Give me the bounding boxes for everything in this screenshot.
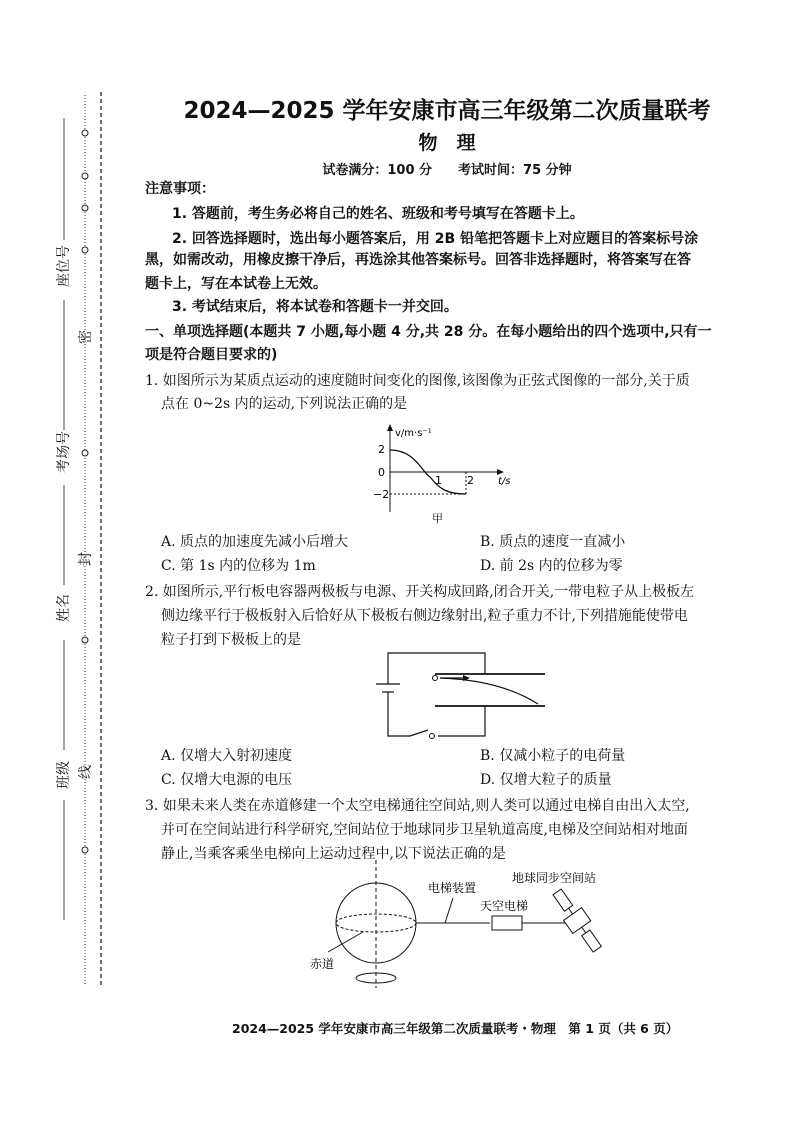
question-2-text: 2. 如图所示,平行板电容器两极板与电源、开关构成回路,闭合开关,一带电粒子从上极板左: [145, 584, 695, 600]
exam-meta: 试卷满分：100 分 考试时间：75 分钟: [322, 163, 572, 178]
name-label: 姓名: [56, 594, 72, 622]
seal-char: 密: [75, 330, 95, 344]
figure-caption: 甲: [432, 512, 443, 525]
option-b: B. 质点的速度一直减小: [480, 534, 626, 550]
class-label: 班级: [56, 761, 72, 789]
question-2-text: 侧边缘平行于极板射入后恰好从下极板右侧边缘射出,粒子重力不计,下列措施能使带电: [161, 608, 688, 624]
note-item: 2. 回答选择题时，选出每小题答案后，用 2B 铅笔把答题卡上对应题目的答案标号涂: [172, 231, 699, 247]
tick-label: 1: [435, 474, 442, 487]
equator-label: 赤道: [310, 957, 335, 971]
capacitor-circuit-diagram: [370, 648, 570, 743]
seat-number-label: 座位号: [56, 245, 72, 287]
tick-label: 0: [378, 466, 385, 479]
tick-label: 2: [467, 474, 474, 487]
note-item: 1. 答题前，考生务必将自己的姓名、班级和考号填写在答题卡上。: [172, 206, 584, 222]
note-item: 黑，如需改动，用橡皮擦干净后，再选涂其他答案标号。回答非选择题时，将答案写在答: [145, 252, 691, 268]
station-label: 地球同步空间站: [512, 871, 597, 885]
space-elevator-diagram: [300, 860, 630, 990]
exam-room-label: 考场号: [56, 431, 72, 473]
option-c: C. 第 1s 内的位移为 1m: [161, 558, 316, 574]
velocity-time-graph: [360, 422, 520, 527]
question-2-text: 粒子打到下极板上的是: [161, 632, 301, 648]
notes-heading: 注意事项：: [145, 181, 215, 197]
tick-label: 2: [378, 443, 385, 456]
option-b: B. 仅减小粒子的电荷量: [480, 748, 626, 764]
elevator-device-label: 电梯装置: [428, 881, 477, 895]
section-heading: 项是符合题目要求的): [145, 347, 278, 363]
note-item: 题卡上，写在本试卷上无效。: [145, 276, 327, 292]
option-a: A. 仅增大入射初速度: [161, 748, 293, 764]
x-axis-label: t/s: [498, 476, 511, 487]
note-item: 3. 考试结束后，将本试卷和答题卡一并交回。: [172, 299, 458, 315]
option-c: C. 仅增大电源的电压: [161, 772, 293, 788]
page-title: 2024—2025 学年安康市高三年级第二次质量联考: [183, 98, 711, 124]
page-footer: 2024—2025 学年安康市高三年级第二次质量联考・物理 第 1 页（共 6 页）: [232, 1021, 679, 1036]
tick-label: −2: [373, 488, 390, 501]
seal-char: 封: [75, 552, 95, 566]
question-3-text: 静止,当乘客乘坐电梯向上运动过程中,以下说法正确的是: [161, 846, 506, 862]
question-1-text: 点在 0~2s 内的运动,下列说法正确的是: [161, 396, 408, 412]
question-1-text: 1. 如图所示为某质点运动的速度随时间变化的图像,该图像为正弦式图像的一部分,关于质: [145, 373, 690, 389]
seal-char: 线: [75, 765, 95, 779]
question-3-text: 并可在空间站进行科学研究,空间站位于地球同步卫星轨道高度,电梯及空间站相对地面: [161, 822, 688, 838]
y-axis-label: v/m·s⁻¹: [395, 428, 432, 439]
subject-title: 物 理: [418, 132, 476, 154]
option-d: D. 仅增大粒子的质量: [480, 772, 612, 788]
question-3-text: 3. 如果未来人类在赤道修建一个太空电梯通往空间站,则人类可以通过电梯自由出入太空,: [145, 798, 690, 814]
option-d: D. 前 2s 内的位移为零: [480, 558, 623, 574]
section-heading: 一、单项选择题(本题共 7 小题,每小题 4 分,共 28 分。在每小题给出的四个选项中,只有一: [145, 324, 712, 340]
option-a: A. 质点的加速度先减小后增大: [161, 534, 349, 550]
space-elevator-label: 天空电梯: [480, 899, 529, 913]
